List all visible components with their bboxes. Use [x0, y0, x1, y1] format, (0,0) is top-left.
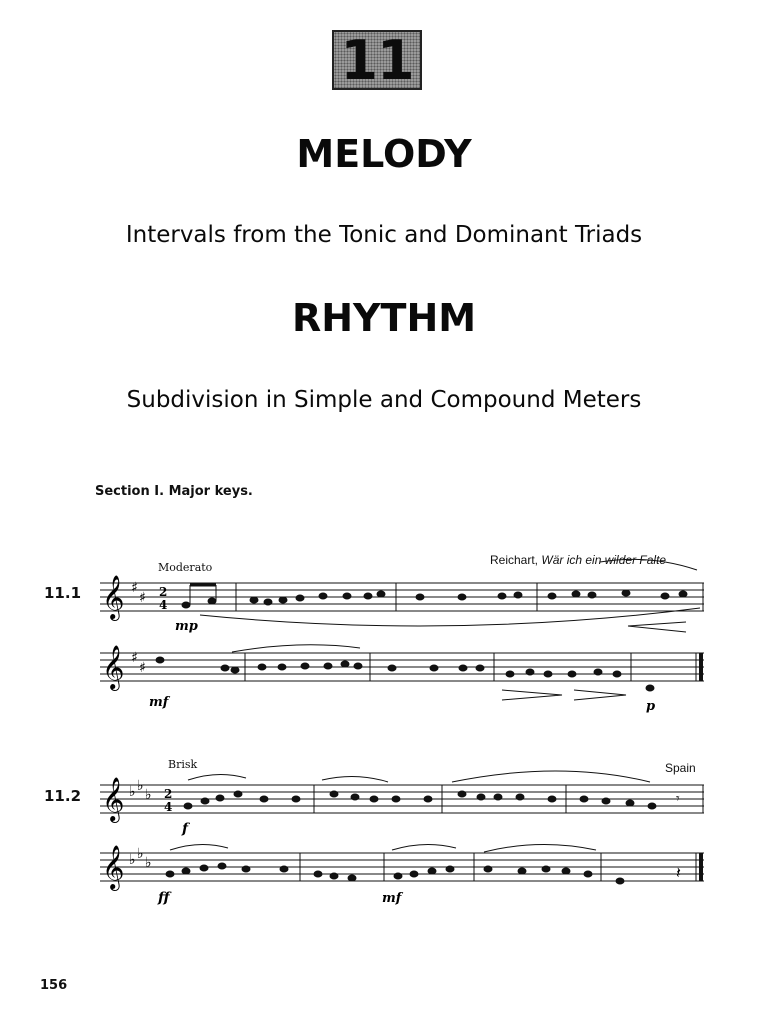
- dynamic-mp: mp: [175, 619, 198, 634]
- flat-a: ♭: [145, 787, 152, 803]
- crescendo-hairpin: [628, 622, 686, 632]
- time-sig-top-2: 2: [164, 787, 173, 801]
- tempo-brisk: Brisk: [168, 758, 198, 771]
- decrescendo-hairpin-1: [502, 690, 562, 700]
- sharp-c-2: ♯: [139, 660, 146, 676]
- slur-line-1b: [600, 559, 697, 570]
- slur-4c: [484, 844, 596, 852]
- treble-clef-4: 𝄞: [102, 845, 125, 889]
- treble-clef: 𝄞: [102, 575, 125, 619]
- slur-3a: [188, 774, 246, 780]
- page-number: 156: [40, 978, 68, 993]
- dynamic-f: f: [182, 821, 189, 837]
- dynamic-mf: mf: [149, 695, 169, 710]
- sharp-f-2: ♯: [131, 650, 138, 666]
- staff-11-1-a: [100, 583, 704, 611]
- rhythm-subtitle: Subdivision in Simple and Compound Meters: [126, 387, 642, 413]
- dynamic-mf-2: mf: [382, 891, 402, 906]
- melody-title: MELODY: [296, 132, 472, 176]
- time-sig-bottom: 4: [159, 598, 168, 612]
- eighth-rest: 𝄾: [676, 791, 680, 807]
- staff-11-1-b: [100, 653, 704, 681]
- song-title: Wär ich ein wilder Falte: [541, 553, 667, 567]
- treble-clef-3: 𝄞: [102, 777, 125, 821]
- slur-4a: [170, 844, 228, 850]
- rhythm-title: RHYTHM: [291, 296, 477, 340]
- origin-spain: Spain: [665, 761, 696, 775]
- time-sig-bottom-2: 4: [164, 800, 173, 814]
- slur-3c: [452, 771, 650, 782]
- chapter-number: 11: [340, 28, 414, 92]
- exercise-number-11-1: 11.1: [44, 584, 82, 602]
- flat-e-2: ♭: [137, 846, 144, 862]
- dynamic-p: p: [646, 699, 656, 714]
- sharp-c: ♯: [139, 590, 146, 606]
- slur-line-2a: [232, 645, 360, 652]
- sharp-f: ♯: [131, 580, 138, 596]
- melody-subtitle: Intervals from the Tonic and Dominant Triads: [125, 222, 643, 248]
- flat-a-2: ♭: [145, 855, 152, 871]
- treble-clef-2: 𝄞: [102, 645, 125, 689]
- flat-b-2: ♭: [129, 852, 136, 868]
- quarter-rest: 𝄽: [676, 863, 681, 882]
- exercise-number-11-2: 11.2: [44, 787, 82, 805]
- time-sig-top: 2: [159, 585, 168, 599]
- dynamic-ff: ff: [158, 890, 170, 906]
- section-label: Section I. Major keys.: [95, 484, 253, 499]
- slur-3b: [322, 776, 388, 782]
- decrescendo-hairpin-2: [574, 690, 626, 700]
- composer: Reichart,: [490, 553, 539, 567]
- tempo-moderato: Moderato: [158, 561, 213, 574]
- flat-b: ♭: [129, 784, 136, 800]
- flat-e: ♭: [137, 778, 144, 794]
- slur-4b: [392, 844, 456, 850]
